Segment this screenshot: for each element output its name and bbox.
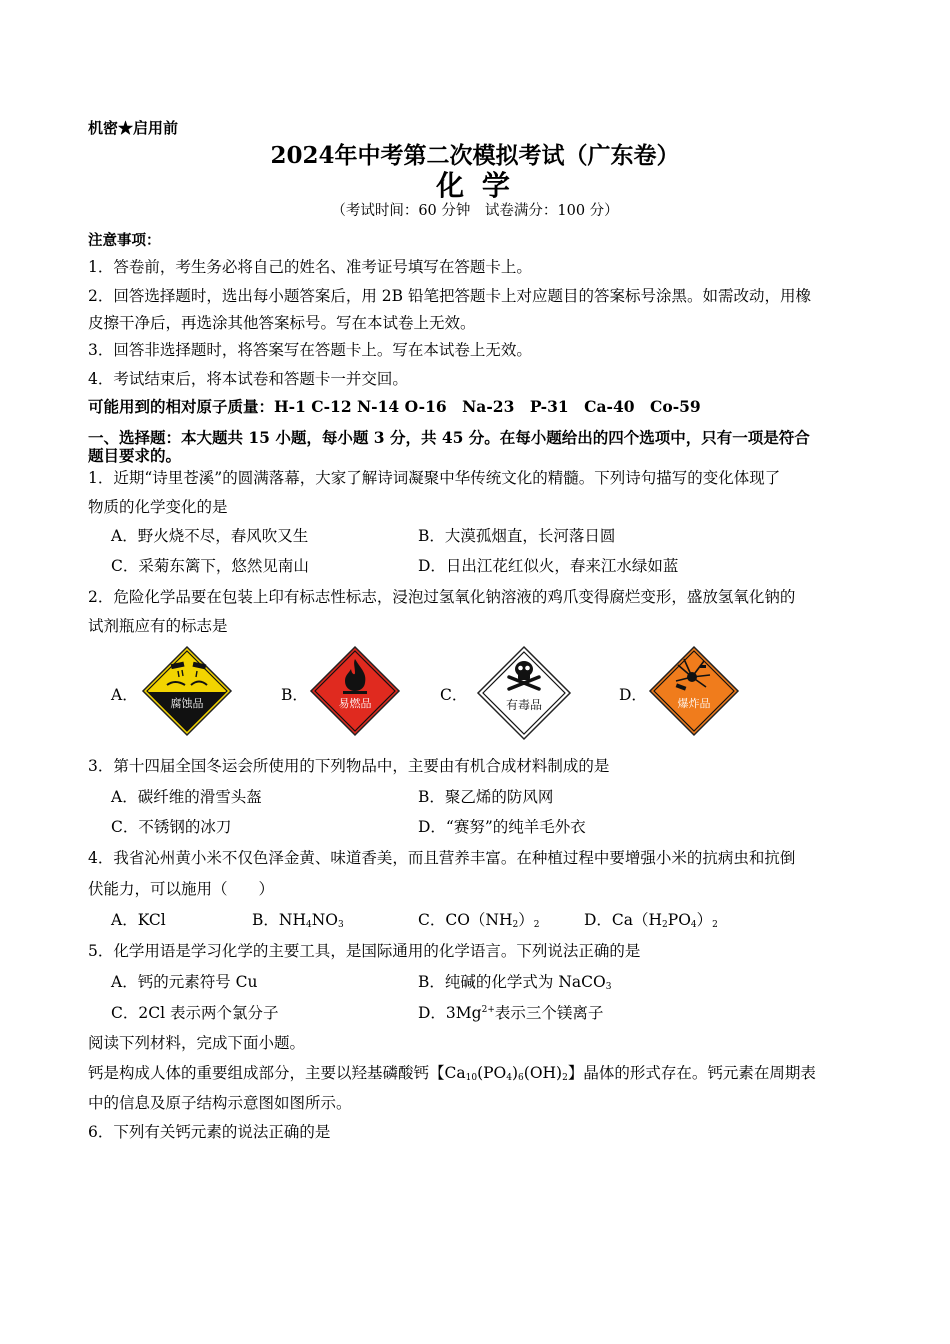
q4-stem: 4．我省沁州黄小米不仅色泽金黄、味道香美，而且营养丰富。在种植过程中要增强小米的抗病虫和抗倒 — [88, 849, 796, 867]
q2-label-c[interactable]: C． — [440, 686, 468, 704]
toxic-text: 有毒品 — [505, 698, 543, 712]
q1-option-d[interactable]: D．日出江花红似火，春来江水绿如蓝 — [418, 557, 679, 575]
corrosive-sign[interactable] — [141, 645, 233, 737]
explosive-sign[interactable] — [648, 645, 740, 737]
q3-option-a[interactable]: A．碳纤维的滑雪头盔 — [111, 788, 262, 806]
q3-stem: 3．第十四届全国冬运会所使用的下列物品中，主要由有机合成材料制成的是 — [88, 757, 610, 775]
q1-option-c[interactable]: C．采菊东篱下，悠然见南山 — [111, 557, 309, 575]
exam-title: 2024年中考第二次模拟考试（广东卷） — [270, 142, 680, 169]
flammable-text: 易燃品 — [338, 697, 372, 710]
q2-stem-cont: 试剂瓶应有的标志是 — [88, 617, 228, 635]
note-3: 3．回答非选择题时，将答案写在答题卡上。写在本试卷上无效。 — [88, 341, 532, 359]
section-heading: 一、选择题：本大题共 15 小题，每小题 3 分，共 45 分。在每小题给出的四个选项中，只有一项是符合 — [88, 428, 810, 447]
q4-option-a[interactable]: A．KCl — [111, 911, 166, 929]
atomic-masses: 可能用到的相对原子质量：H-1 C-12 N-14 O-16 Na-23 P-31 Ca-40 Co-59 — [88, 397, 701, 416]
notes-heading: 注意事项： — [88, 232, 161, 249]
subject-title: 化 学 — [436, 169, 514, 202]
q2-stem: 2．危险化学品要在包装上印有标志性标志，浸泡过氢氧化钠溶液的鸡爪变得腐烂变形，盛放氢氧化钠的 — [88, 588, 796, 606]
time-info: （考试时间：60 分钟 试卷满分：100 分） — [331, 203, 619, 219]
q2-label-d[interactable]: D． — [619, 686, 647, 704]
note-2: 2．回答选择题时，选出每小题答案后，用 2B 铅笔把答题卡上对应题目的答案标号涂黑。如需改动，用橡 — [88, 287, 811, 305]
reading-paragraph-cont: 中的信息及原子结构示意图如图所示。 — [88, 1094, 352, 1112]
q4-option-b[interactable]: B．$NH_4NO_3$ — [252, 911, 344, 930]
q2-label-b[interactable]: B． — [281, 686, 308, 704]
reading-paragraph: 钙是构成人体的重要组成部分，主要以羟基磷酸钙【$Ca_{10}(PO_4)_6(OH)_2$】晶体的形式存在。钙元素在周期表 — [88, 1064, 816, 1083]
q5-stem: 5．化学用语是学习化学的主要工具，是国际通用的化学语言。下列说法正确的是 — [88, 942, 641, 960]
note-4: 4．考试结束后，将本试卷和答题卡一并交回。 — [88, 370, 408, 388]
q5-option-d[interactable]: D．$3Mg^{2+}$表示三个镁离子 — [418, 1004, 604, 1022]
q3-option-b[interactable]: B．聚乙烯的防风网 — [418, 788, 554, 806]
toxic-sign[interactable] — [476, 645, 572, 741]
q3-option-d[interactable]: D．“赛努”的纯羊毛外衣 — [418, 818, 586, 836]
q5-option-a[interactable]: A．钙的元素符号 Cu — [111, 973, 258, 991]
q1-stem: 1．近期“诗里苍溪”的圆满落幕，大家了解诗词凝聚中华传统文化的精髓。下列诗句描写的变化体现了 — [88, 469, 781, 487]
q4-option-d[interactable]: D．$Ca(H_2PO_4)_2$ — [584, 911, 718, 930]
reading-intro: 阅读下列材料，完成下面小题。 — [88, 1034, 306, 1052]
q4-option-c[interactable]: C．$CO(NH_2)_2$ — [418, 911, 540, 930]
note-1: 1．答卷前，考生务必将自己的姓名、准考证号填写在答题卡上。 — [88, 258, 532, 276]
q4-stem-cont: 伏能力，可以施用（ ） — [88, 880, 275, 898]
q6-stem: 6．下列有关钙元素的说法正确的是 — [88, 1123, 331, 1141]
q2-label-a[interactable]: A． — [111, 686, 138, 704]
corrosive-text: 腐蚀品 — [170, 697, 204, 710]
q1-option-a[interactable]: A．野火烧不尽，春风吹又生 — [111, 527, 309, 545]
note-2-cont: 皮擦干净后，再选涂其他答案标号。写在本试卷上无效。 — [88, 314, 476, 332]
section-heading-cont: 题目要求的。 — [88, 446, 182, 465]
q5-option-b[interactable]: B．纯碱的化学式为 NaCO$_3$ — [418, 973, 612, 992]
explosive-text: 爆炸品 — [677, 697, 711, 710]
q1-stem-cont: 物质的化学变化的是 — [88, 498, 228, 516]
q3-option-c[interactable]: C．不锈钢的冰刀 — [111, 818, 232, 836]
confidential-mark: 机密★启用前 — [88, 119, 179, 137]
q5-option-c[interactable]: C．2Cl 表示两个氯分子 — [111, 1004, 279, 1022]
q1-option-b[interactable]: B．大漠孤烟直，长河落日圆 — [418, 527, 616, 545]
flammable-sign[interactable] — [309, 645, 401, 737]
